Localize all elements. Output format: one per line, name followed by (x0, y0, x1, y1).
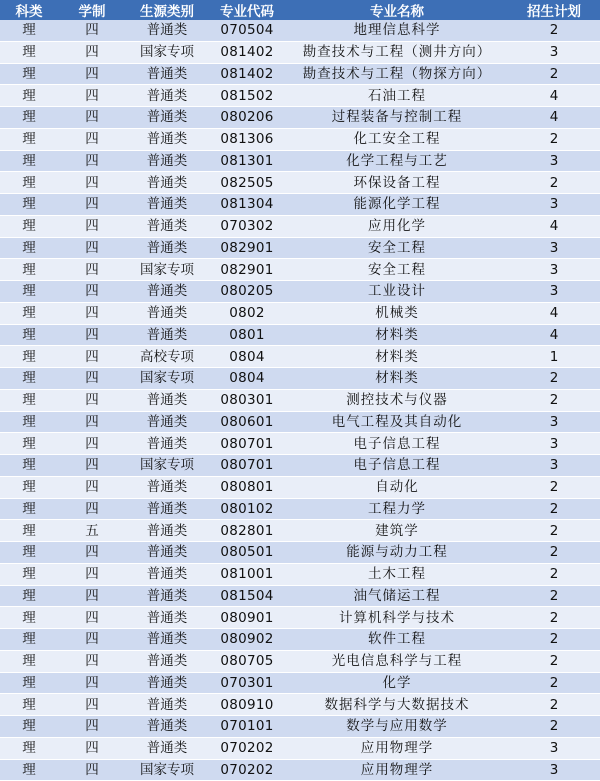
plan-cell: 3 (508, 150, 600, 172)
duration-cell: 五 (58, 520, 126, 542)
code-cell: 082801 (208, 520, 286, 542)
source-cell: 普通类 (126, 520, 208, 542)
table-row (0, 302, 600, 324)
source-cell: 普通类 (126, 542, 208, 564)
table-row (0, 607, 600, 629)
name-cell: 安全工程 (286, 237, 508, 259)
duration-cell: 四 (58, 455, 126, 477)
code-cell: 081402 (208, 63, 286, 85)
plan-cell: 2 (508, 476, 600, 498)
source-cell: 普通类 (126, 389, 208, 411)
duration-cell: 四 (58, 585, 126, 607)
category-cell: 理 (0, 302, 58, 324)
code-cell: 080601 (208, 411, 286, 433)
code-cell: 080701 (208, 455, 286, 477)
name-cell: 化工安全工程 (286, 128, 508, 150)
duration-cell: 四 (58, 498, 126, 520)
name-cell: 建筑学 (286, 520, 508, 542)
name-cell: 材料类 (286, 346, 508, 368)
duration-cell: 四 (58, 302, 126, 324)
source-cell: 国家专项 (126, 455, 208, 477)
name-cell: 勘查技术与工程（物探方向） (286, 63, 508, 85)
name-cell: 工程力学 (286, 498, 508, 520)
table-row (0, 259, 600, 281)
category-cell: 理 (0, 215, 58, 237)
category-cell: 理 (0, 585, 58, 607)
duration-cell: 四 (58, 324, 126, 346)
table-row (0, 237, 600, 259)
source-cell: 普通类 (126, 20, 208, 41)
code-cell: 070202 (208, 737, 286, 759)
table-row (0, 585, 600, 607)
code-cell: 081504 (208, 585, 286, 607)
code-cell: 070101 (208, 716, 286, 738)
table-row (0, 476, 600, 498)
plan-cell: 4 (508, 324, 600, 346)
table-row (0, 672, 600, 694)
code-cell: 080501 (208, 542, 286, 564)
table-body (0, 20, 600, 781)
plan-cell: 3 (508, 281, 600, 303)
code-cell: 080705 (208, 650, 286, 672)
plan-cell: 4 (508, 107, 600, 129)
table-row (0, 194, 600, 216)
plan-cell: 2 (508, 128, 600, 150)
duration-cell: 四 (58, 737, 126, 759)
category-cell: 理 (0, 563, 58, 585)
plan-cell: 2 (508, 542, 600, 564)
plan-cell: 3 (508, 433, 600, 455)
name-cell: 应用物理学 (286, 737, 508, 759)
table-row (0, 411, 600, 433)
category-cell: 理 (0, 150, 58, 172)
source-cell: 普通类 (126, 215, 208, 237)
code-cell: 080902 (208, 629, 286, 651)
table-row (0, 85, 600, 107)
plan-cell: 4 (508, 85, 600, 107)
table-header (0, 0, 600, 20)
source-cell: 国家专项 (126, 368, 208, 390)
source-cell: 普通类 (126, 324, 208, 346)
source-cell: 普通类 (126, 585, 208, 607)
duration-cell: 四 (58, 281, 126, 303)
code-cell: 080205 (208, 281, 286, 303)
category-cell: 理 (0, 455, 58, 477)
plan-cell: 2 (508, 629, 600, 651)
name-cell: 电子信息工程 (286, 433, 508, 455)
source-cell: 普通类 (126, 716, 208, 738)
name-cell: 材料类 (286, 324, 508, 346)
name-cell: 软件工程 (286, 629, 508, 651)
source-cell: 国家专项 (126, 759, 208, 781)
category-cell: 理 (0, 20, 58, 41)
source-cell: 普通类 (126, 150, 208, 172)
duration-cell: 四 (58, 411, 126, 433)
name-cell: 勘查技术与工程（测井方向） (286, 41, 508, 63)
header-enrollment-plan: 招生计划 (508, 0, 600, 20)
table-row (0, 346, 600, 368)
name-cell: 能源与动力工程 (286, 542, 508, 564)
plan-cell: 2 (508, 20, 600, 41)
duration-cell: 四 (58, 607, 126, 629)
plan-cell: 4 (508, 302, 600, 324)
source-cell: 普通类 (126, 737, 208, 759)
plan-cell: 4 (508, 215, 600, 237)
plan-cell: 2 (508, 172, 600, 194)
name-cell: 数据科学与大数据技术 (286, 694, 508, 716)
category-cell: 理 (0, 672, 58, 694)
duration-cell: 四 (58, 368, 126, 390)
category-cell: 理 (0, 476, 58, 498)
table-row (0, 455, 600, 477)
table-row (0, 389, 600, 411)
plan-cell: 3 (508, 237, 600, 259)
source-cell: 普通类 (126, 498, 208, 520)
name-cell: 应用物理学 (286, 759, 508, 781)
duration-cell: 四 (58, 629, 126, 651)
name-cell: 光电信息科学与工程 (286, 650, 508, 672)
duration-cell: 四 (58, 128, 126, 150)
header-duration: 学制 (58, 0, 126, 20)
name-cell: 能源化学工程 (286, 194, 508, 216)
duration-cell: 四 (58, 107, 126, 129)
name-cell: 安全工程 (286, 259, 508, 281)
table-row (0, 433, 600, 455)
table-row (0, 542, 600, 564)
table-row (0, 368, 600, 390)
code-cell: 0804 (208, 346, 286, 368)
plan-cell: 2 (508, 650, 600, 672)
source-cell: 普通类 (126, 302, 208, 324)
name-cell: 电子信息工程 (286, 455, 508, 477)
source-cell: 普通类 (126, 85, 208, 107)
duration-cell: 四 (58, 476, 126, 498)
name-cell: 工业设计 (286, 281, 508, 303)
category-cell: 理 (0, 281, 58, 303)
category-cell: 理 (0, 368, 58, 390)
duration-cell: 四 (58, 672, 126, 694)
name-cell: 化学 (286, 672, 508, 694)
header-row (0, 0, 600, 20)
category-cell: 理 (0, 716, 58, 738)
category-cell: 理 (0, 759, 58, 781)
duration-cell: 四 (58, 650, 126, 672)
plan-cell: 2 (508, 672, 600, 694)
code-cell: 0802 (208, 302, 286, 324)
duration-cell: 四 (58, 63, 126, 85)
duration-cell: 四 (58, 215, 126, 237)
table-row (0, 324, 600, 346)
code-cell: 080701 (208, 433, 286, 455)
code-cell: 0804 (208, 368, 286, 390)
name-cell: 环保设备工程 (286, 172, 508, 194)
name-cell: 过程装备与控制工程 (286, 107, 508, 129)
duration-cell: 四 (58, 85, 126, 107)
category-cell: 理 (0, 498, 58, 520)
table-row (0, 563, 600, 585)
category-cell: 理 (0, 259, 58, 281)
header-major-code: 专业代码 (208, 0, 286, 20)
duration-cell: 四 (58, 563, 126, 585)
duration-cell: 四 (58, 694, 126, 716)
duration-cell: 四 (58, 433, 126, 455)
code-cell: 082901 (208, 259, 286, 281)
plan-cell: 2 (508, 585, 600, 607)
table-row (0, 737, 600, 759)
table-row (0, 107, 600, 129)
source-cell: 普通类 (126, 563, 208, 585)
code-cell: 081301 (208, 150, 286, 172)
source-cell: 普通类 (126, 281, 208, 303)
source-cell: 普通类 (126, 650, 208, 672)
table-row (0, 759, 600, 781)
code-cell: 081304 (208, 194, 286, 216)
table-row (0, 281, 600, 303)
source-cell: 普通类 (126, 63, 208, 85)
duration-cell: 四 (58, 389, 126, 411)
category-cell: 理 (0, 411, 58, 433)
plan-cell: 2 (508, 520, 600, 542)
category-cell: 理 (0, 542, 58, 564)
plan-cell: 2 (508, 607, 600, 629)
source-cell: 国家专项 (126, 41, 208, 63)
header-student-source: 生源类别 (126, 0, 208, 20)
plan-cell: 3 (508, 259, 600, 281)
code-cell: 080801 (208, 476, 286, 498)
table-row (0, 498, 600, 520)
source-cell: 普通类 (126, 128, 208, 150)
code-cell: 0801 (208, 324, 286, 346)
plan-cell: 2 (508, 63, 600, 85)
source-cell: 普通类 (126, 476, 208, 498)
plan-cell: 2 (508, 563, 600, 585)
category-cell: 理 (0, 172, 58, 194)
source-cell: 普通类 (126, 433, 208, 455)
category-cell: 理 (0, 607, 58, 629)
category-cell: 理 (0, 694, 58, 716)
source-cell: 普通类 (126, 411, 208, 433)
plan-cell: 3 (508, 41, 600, 63)
code-cell: 080206 (208, 107, 286, 129)
source-cell: 普通类 (126, 194, 208, 216)
name-cell: 机械类 (286, 302, 508, 324)
table-row (0, 172, 600, 194)
category-cell: 理 (0, 629, 58, 651)
plan-cell: 1 (508, 346, 600, 368)
category-cell: 理 (0, 389, 58, 411)
plan-cell: 2 (508, 694, 600, 716)
name-cell: 土木工程 (286, 563, 508, 585)
code-cell: 081402 (208, 41, 286, 63)
source-cell: 普通类 (126, 694, 208, 716)
code-cell: 070301 (208, 672, 286, 694)
name-cell: 计算机科学与技术 (286, 607, 508, 629)
category-cell: 理 (0, 324, 58, 346)
category-cell: 理 (0, 128, 58, 150)
source-cell: 国家专项 (126, 259, 208, 281)
source-cell: 普通类 (126, 629, 208, 651)
code-cell: 081001 (208, 563, 286, 585)
table-row (0, 63, 600, 85)
code-cell: 080910 (208, 694, 286, 716)
header-category: 科类 (0, 0, 58, 20)
plan-cell: 2 (508, 498, 600, 520)
category-cell: 理 (0, 107, 58, 129)
category-cell: 理 (0, 237, 58, 259)
duration-cell: 四 (58, 542, 126, 564)
code-cell: 080301 (208, 389, 286, 411)
duration-cell: 四 (58, 759, 126, 781)
plan-cell: 3 (508, 411, 600, 433)
table-row (0, 128, 600, 150)
code-cell: 080901 (208, 607, 286, 629)
category-cell: 理 (0, 41, 58, 63)
plan-cell: 2 (508, 716, 600, 738)
category-cell: 理 (0, 520, 58, 542)
duration-cell: 四 (58, 150, 126, 172)
code-cell: 082901 (208, 237, 286, 259)
table-row (0, 150, 600, 172)
category-cell: 理 (0, 63, 58, 85)
table-row (0, 215, 600, 237)
code-cell: 070302 (208, 215, 286, 237)
table-row (0, 629, 600, 651)
category-cell: 理 (0, 85, 58, 107)
code-cell: 070202 (208, 759, 286, 781)
source-cell: 普通类 (126, 237, 208, 259)
plan-cell: 3 (508, 455, 600, 477)
code-cell: 070504 (208, 20, 286, 41)
name-cell: 材料类 (286, 368, 508, 390)
code-cell: 081502 (208, 85, 286, 107)
table-row (0, 520, 600, 542)
category-cell: 理 (0, 737, 58, 759)
header-major-name: 专业名称 (286, 0, 508, 20)
source-cell: 普通类 (126, 672, 208, 694)
plan-cell: 3 (508, 194, 600, 216)
category-cell: 理 (0, 346, 58, 368)
table-row (0, 650, 600, 672)
name-cell: 应用化学 (286, 215, 508, 237)
name-cell: 化学工程与工艺 (286, 150, 508, 172)
table-row (0, 20, 600, 41)
table-row (0, 41, 600, 63)
category-cell: 理 (0, 433, 58, 455)
duration-cell: 四 (58, 194, 126, 216)
duration-cell: 四 (58, 237, 126, 259)
name-cell: 测控技术与仪器 (286, 389, 508, 411)
duration-cell: 四 (58, 346, 126, 368)
name-cell: 油气储运工程 (286, 585, 508, 607)
table-row (0, 694, 600, 716)
duration-cell: 四 (58, 259, 126, 281)
duration-cell: 四 (58, 716, 126, 738)
category-cell: 理 (0, 194, 58, 216)
name-cell: 地理信息科学 (286, 20, 508, 41)
duration-cell: 四 (58, 172, 126, 194)
plan-cell: 2 (508, 368, 600, 390)
source-cell: 普通类 (126, 172, 208, 194)
name-cell: 石油工程 (286, 85, 508, 107)
code-cell: 081306 (208, 128, 286, 150)
table-row (0, 716, 600, 738)
source-cell: 普通类 (126, 607, 208, 629)
name-cell: 数学与应用数学 (286, 716, 508, 738)
plan-cell: 3 (508, 759, 600, 781)
plan-cell: 3 (508, 737, 600, 759)
code-cell: 080102 (208, 498, 286, 520)
source-cell: 普通类 (126, 107, 208, 129)
code-cell: 082505 (208, 172, 286, 194)
plan-cell: 2 (508, 389, 600, 411)
duration-cell: 四 (58, 20, 126, 41)
source-cell: 高校专项 (126, 346, 208, 368)
duration-cell: 四 (58, 41, 126, 63)
name-cell: 自动化 (286, 476, 508, 498)
category-cell: 理 (0, 650, 58, 672)
name-cell: 电气工程及其自动化 (286, 411, 508, 433)
